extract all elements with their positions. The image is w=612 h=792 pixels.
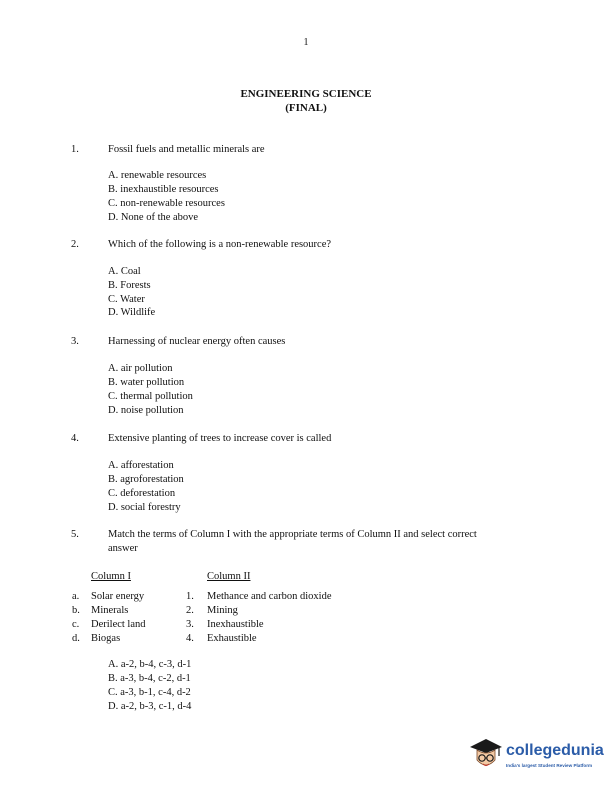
question-2-option-d: D. Wildlife [108, 307, 156, 318]
question-2-option-b: B. Forests [108, 280, 151, 291]
column-1-key: b. [72, 605, 80, 616]
column-1-value: Minerals [91, 605, 129, 616]
column-2-key: 3. [186, 619, 194, 630]
question-3-option-b: B. water pollution [108, 377, 185, 388]
column-1-key: c. [72, 619, 80, 630]
column-2-key: 2. [186, 605, 194, 616]
column-2-key: 1. [186, 591, 194, 602]
question-5-text-line2: answer [108, 543, 138, 554]
question-1-text: Fossil fuels and metallic minerals are [108, 144, 265, 155]
question-2-option-a: A. Coal [108, 266, 141, 277]
column-1-key: d. [72, 633, 80, 644]
column-1-value: Derilect land [91, 619, 146, 630]
question-3-number: 3. [71, 336, 79, 347]
column-1-value: Biogas [91, 633, 121, 644]
column-2-header: Column II [207, 571, 251, 582]
question-2-option-c: C. Water [108, 294, 145, 305]
question-2-text: Which of the following is a non-renewable resource? [108, 239, 332, 250]
question-4-option-d: D. social forestry [108, 502, 181, 513]
question-3-text: Harnessing of nuclear energy often causes [108, 336, 286, 347]
question-3-option-d: D. noise pollution [108, 405, 184, 416]
logo-tagline: India's largest Student Review Platform [506, 763, 593, 768]
column-2-value: Exhaustible [207, 633, 257, 644]
column-2-key: 4. [186, 633, 194, 644]
collegedunia-logo [468, 736, 608, 778]
column-2-value: Inexhaustible [207, 619, 264, 630]
logo-wordmark: collegedunia [506, 742, 604, 759]
question-1-option-a: A. renewable resources [108, 170, 207, 181]
question-4-text: Extensive planting of trees to increase cover is called [108, 433, 332, 444]
question-5-option-b: B. a-3, b-4, c-2, d-1 [108, 673, 191, 684]
question-5-option-c: C. a-3, b-1, c-4, d-2 [108, 687, 191, 698]
question-1-number: 1. [71, 144, 79, 155]
question-5-option-a: A. a-2, b-4, c-3, d-1 [108, 659, 192, 670]
column-1-value: Solar energy [91, 591, 145, 602]
question-4-option-c: C. deforestation [108, 488, 176, 499]
question-4-number: 4. [71, 433, 79, 444]
question-3-option-c: C. thermal pollution [108, 391, 193, 402]
question-5-option-d: D. a-2, b-3, c-1, d-4 [108, 701, 192, 712]
page-title: ENGINEERING SCIENCE [240, 88, 372, 100]
column-1-key: a. [72, 591, 80, 602]
question-4-option-b: B. agroforestation [108, 474, 184, 485]
question-1-option-b: B. inexhaustible resources [108, 184, 219, 195]
question-1-option-d: D. None of the above [108, 212, 199, 223]
question-2-number: 2. [71, 239, 79, 250]
question-3-option-a: A. air pollution [108, 363, 173, 374]
question-1-option-c: C. non-renewable resources [108, 198, 225, 209]
column-2-value: Mining [207, 605, 238, 616]
page-subtitle: (FINAL) [285, 102, 327, 114]
page-number: 1 [303, 37, 309, 48]
question-5-text-line1: Match the terms of Column I with the appropriate terms of Column II and select correct [108, 529, 477, 540]
student-mascot-icon [468, 736, 504, 776]
column-1-header: Column I [91, 571, 131, 582]
question-4-option-a: A. afforestation [108, 460, 174, 471]
question-5-number: 5. [71, 529, 79, 540]
column-2-value: Methance and carbon dioxide [207, 591, 332, 602]
